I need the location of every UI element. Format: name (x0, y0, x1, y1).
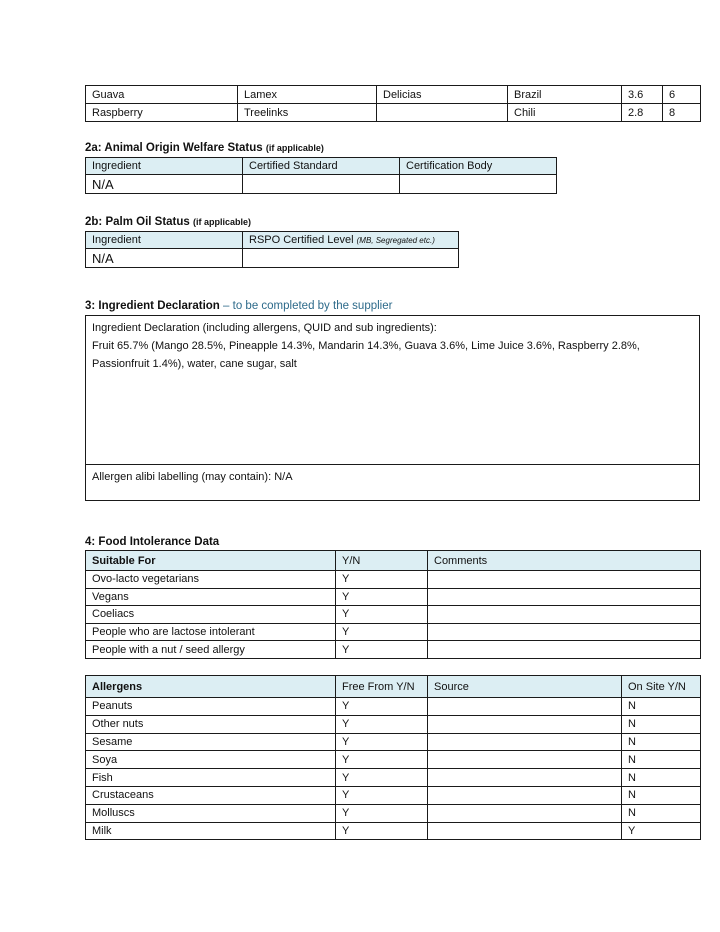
column-header: Certification Body (400, 158, 557, 175)
section-2b-qualifier: (if applicable) (193, 217, 252, 227)
source-cell (428, 751, 622, 769)
origin-cell: 8 (663, 104, 701, 122)
section-2a-title-text: 2a: Animal Origin Welfare Status (85, 142, 263, 154)
origin-cell: Treelinks (238, 104, 377, 122)
table-row (86, 733, 701, 751)
source-cell (428, 733, 622, 751)
free-from-cell: Y (336, 698, 428, 716)
ingredient-declaration-box (86, 316, 700, 465)
free-from-cell: Y (336, 715, 428, 733)
animal-welfare-table (85, 157, 557, 194)
column-header: Ingredient (86, 158, 243, 175)
source-cell (428, 804, 622, 822)
on-site-cell: N (622, 804, 701, 822)
comments-cell (428, 588, 701, 606)
table-row (86, 86, 701, 104)
suitable-for-table (85, 550, 701, 659)
column-header: Comments (428, 551, 701, 571)
column-header (243, 232, 459, 249)
certification-body-cell (400, 175, 557, 194)
table-header-row (86, 551, 701, 571)
table-row (86, 104, 701, 122)
table-header-row (86, 232, 459, 249)
section-3-title (85, 300, 392, 312)
palm-oil-table (85, 231, 459, 268)
table-row (86, 641, 701, 659)
declaration-text: Fruit 65.7% (Mango 28.5%, Pineapple 14.3%, Mandarin 14.3%, Guava 3.6%, Lime Juice 3.6%, Raspberry 2.8%, Passionfruit 1.4%), water, cane sugar, salt (92, 340, 640, 370)
suitable-for-cell: Vegans (86, 588, 336, 606)
certified-standard-cell (243, 175, 400, 194)
column-header: Y/N (336, 551, 428, 571)
section-2a-qualifier: (if applicable) (265, 143, 324, 153)
allergen-cell: Other nuts (86, 715, 336, 733)
origin-cell: Brazil (508, 86, 622, 104)
allergen-cell: Fish (86, 769, 336, 787)
free-from-cell: Y (336, 804, 428, 822)
table-row (86, 804, 701, 822)
source-cell (428, 822, 622, 840)
column-header: On Site Y/N (622, 676, 701, 698)
section-2b-title-text: 2b: Palm Oil Status (85, 216, 190, 228)
comments-cell (428, 641, 701, 659)
suitable-for-cell: Coeliacs (86, 606, 336, 624)
comments-cell (428, 571, 701, 589)
table-header-row (86, 158, 557, 175)
allergen-alibi-cell: Allergen alibi labelling (may contain): N/A (86, 465, 700, 501)
allergens-table (85, 675, 701, 840)
table-row (86, 769, 701, 787)
free-from-cell: Y (336, 733, 428, 751)
free-from-cell: Y (336, 822, 428, 840)
table-row (86, 316, 700, 465)
table-row (86, 623, 701, 641)
allergen-cell: Peanuts (86, 698, 336, 716)
column-header: Source (428, 676, 622, 698)
comments-cell (428, 623, 701, 641)
origin-cell: 2.8 (622, 104, 663, 122)
table-row (86, 606, 701, 624)
table-row (86, 715, 701, 733)
free-from-cell: Y (336, 786, 428, 804)
comments-cell (428, 606, 701, 624)
yn-cell: Y (336, 606, 428, 624)
section-3-note: – to be completed by the supplier (223, 300, 393, 312)
column-header-note: (MB, Segregated etc.) (356, 236, 435, 245)
allergen-cell: Soya (86, 751, 336, 769)
yn-cell: Y (336, 623, 428, 641)
table-row (86, 698, 701, 716)
section-3-title-text: 3: Ingredient Declaration (85, 300, 220, 312)
allergen-cell: Milk (86, 822, 336, 840)
table-row (86, 786, 701, 804)
column-header-label: RSPO Certified Level (249, 234, 354, 246)
on-site-cell: N (622, 751, 701, 769)
free-from-cell: Y (336, 751, 428, 769)
source-cell (428, 786, 622, 804)
free-from-cell: Y (336, 769, 428, 787)
column-header: Suitable For (86, 551, 336, 571)
yn-cell: Y (336, 588, 428, 606)
origin-cell: Guava (86, 86, 238, 104)
origin-cell: 3.6 (622, 86, 663, 104)
allergen-cell: Molluscs (86, 804, 336, 822)
on-site-cell: N (622, 698, 701, 716)
allergen-cell: Sesame (86, 733, 336, 751)
yn-cell: Y (336, 641, 428, 659)
table-row (86, 751, 701, 769)
table-row (86, 249, 459, 268)
section-4-title-text: 4: Food Intolerance Data (85, 536, 220, 548)
yn-cell: Y (336, 571, 428, 589)
on-site-cell: N (622, 733, 701, 751)
allergen-cell: Crustaceans (86, 786, 336, 804)
suitable-for-cell: People with a nut / seed allergy (86, 641, 336, 659)
rspo-level-cell (243, 249, 459, 268)
table-row (86, 175, 557, 194)
table-header-row (86, 676, 701, 698)
declaration-label: Ingredient Declaration (including allergens, QUID and sub ingredients): (92, 322, 437, 334)
table-row (86, 571, 701, 589)
origin-cell (377, 104, 508, 122)
on-site-cell: N (622, 769, 701, 787)
origin-cell: 6 (663, 86, 701, 104)
ingredient-cell: N/A (86, 249, 243, 268)
section-2b-title (85, 216, 251, 228)
suitable-for-cell: Ovo-lacto vegetarians (86, 571, 336, 589)
on-site-cell: Y (622, 822, 701, 840)
table-row (86, 465, 700, 501)
on-site-cell: N (622, 786, 701, 804)
source-cell (428, 769, 622, 787)
origin-cell: Raspberry (86, 104, 238, 122)
section-4-title (85, 536, 219, 548)
source-cell (428, 715, 622, 733)
column-header: Allergens (86, 676, 336, 698)
source-cell (428, 698, 622, 716)
table-row (86, 588, 701, 606)
origin-cell: Lamex (238, 86, 377, 104)
origin-table (85, 85, 701, 122)
column-header: Ingredient (86, 232, 243, 249)
on-site-cell: N (622, 715, 701, 733)
column-header: Certified Standard (243, 158, 400, 175)
ingredient-declaration-table (85, 315, 700, 501)
suitable-for-cell: People who are lactose intolerant (86, 623, 336, 641)
section-2a-title (85, 142, 324, 154)
origin-cell: Chili (508, 104, 622, 122)
origin-cell: Delicias (377, 86, 508, 104)
table-row (86, 822, 701, 840)
ingredient-cell: N/A (86, 175, 243, 194)
column-header: Free From Y/N (336, 676, 428, 698)
